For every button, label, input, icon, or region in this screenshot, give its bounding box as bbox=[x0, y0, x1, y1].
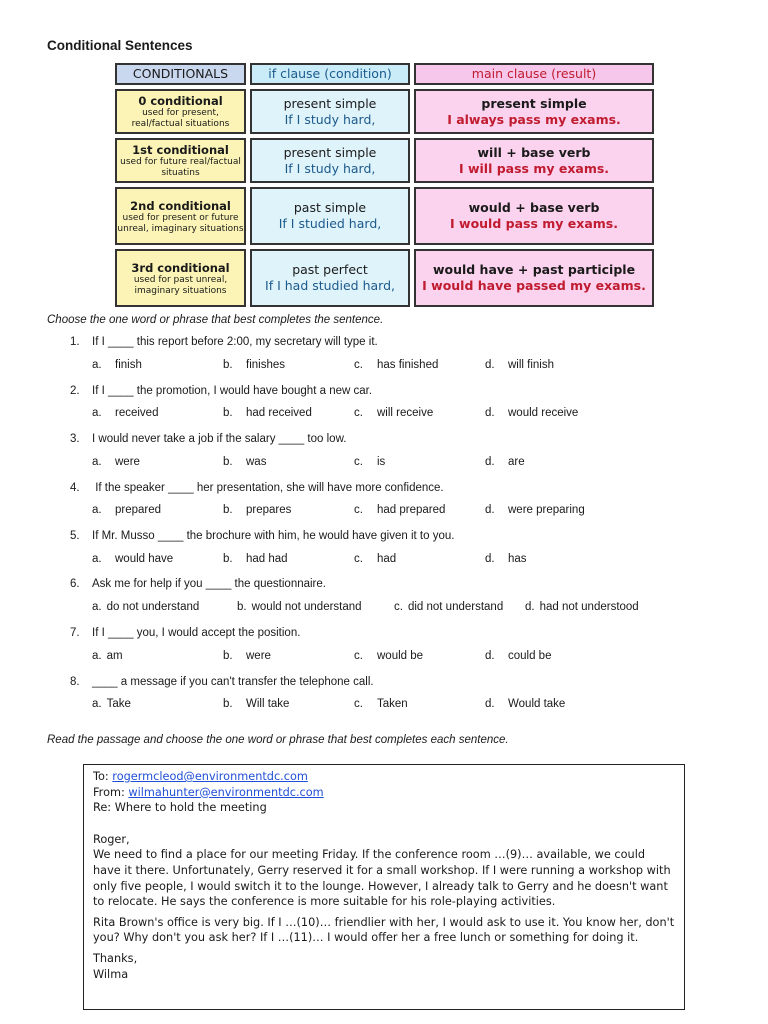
if-example: If I studied hard, bbox=[278, 216, 382, 231]
email-to-line: To: rogermcleod@environmentdc.com bbox=[93, 770, 308, 783]
question-text: ____ a message if you can't transfer the telephone call. bbox=[92, 676, 374, 688]
third-conditional-cell bbox=[115, 249, 246, 307]
question-number: 2. bbox=[70, 385, 80, 397]
option-a[interactable]: a. would have bbox=[92, 553, 174, 565]
result-example: I will pass my exams. bbox=[458, 160, 610, 176]
option-c[interactable]: c. did not understand bbox=[394, 601, 504, 613]
question-number: 8. bbox=[70, 676, 80, 688]
conditional-use: used for present, real/factual situations bbox=[131, 108, 230, 129]
conditionals-table bbox=[113, 61, 656, 311]
second-conditional-if-cell bbox=[250, 187, 410, 245]
option-d[interactable]: d. Would take bbox=[485, 698, 566, 710]
conditional-name: 2nd conditional bbox=[130, 198, 231, 213]
conditional-use: used for past unreal, imaginary situations bbox=[133, 274, 228, 296]
option-a[interactable]: a. received bbox=[92, 407, 159, 419]
conditional-name: 3rd conditional bbox=[131, 260, 230, 275]
option-c[interactable]: c. has finished bbox=[354, 359, 439, 371]
if-tense: past perfect bbox=[292, 262, 368, 277]
option-c[interactable]: c. had prepared bbox=[354, 504, 446, 516]
result-form: would have + past participle bbox=[432, 262, 636, 277]
email-paragraph-2: Rita Brown's office is very big. If I …(10)… friendlier with her, I would ask to use it. You know her, don't you? Why don't you ask her? If I …(11)… I would offer her a free lunch or something for doing it. bbox=[93, 915, 675, 945]
header-conditionals: CONDITIONALS bbox=[115, 63, 246, 85]
instruction-choose: Choose the one word or phrase that best completes the sentence. bbox=[47, 314, 384, 326]
conditional-use: used for present or future unreal, imaginary situations bbox=[117, 212, 244, 234]
conditional-name: 1st conditional bbox=[132, 143, 229, 157]
option-c[interactable]: c. will receive bbox=[354, 407, 434, 419]
first-conditional-if-cell bbox=[250, 138, 410, 183]
header-if-clause: if clause (condition) bbox=[250, 63, 410, 85]
zero-conditional-if-cell bbox=[250, 89, 410, 134]
instruction-passage: Read the passage and choose the one word or phrase that best completes each sentence. bbox=[47, 734, 509, 746]
question-text: Ask me for help if you ____ the questionnaire. bbox=[92, 578, 326, 590]
option-d[interactable]: d. had not understood bbox=[525, 601, 639, 613]
conditional-use: used for future real/factual situatins bbox=[120, 157, 241, 178]
email-greeting: Roger, bbox=[93, 832, 130, 846]
option-d[interactable]: d. could be bbox=[485, 650, 552, 662]
question-text: If I ____ the promotion, I would have bought a new car. bbox=[92, 385, 373, 397]
question-text: If I ____ this report before 2:00, my secretary will type it. bbox=[92, 336, 378, 348]
if-tense: present simple bbox=[283, 95, 377, 111]
third-conditional-if-cell bbox=[250, 249, 410, 307]
conditional-name: 0 conditional bbox=[138, 94, 223, 108]
option-a[interactable]: a. finish bbox=[92, 359, 142, 371]
result-example: I always pass my exams. bbox=[447, 111, 621, 127]
option-b[interactable]: b. prepares bbox=[223, 504, 292, 516]
question-text: I would never take a job if the salary ____ too low. bbox=[92, 433, 347, 445]
option-d[interactable]: d. were preparing bbox=[485, 504, 585, 516]
question bbox=[70, 676, 374, 688]
question bbox=[70, 433, 346, 445]
if-tense: present simple bbox=[283, 144, 377, 160]
if-tense: past simple bbox=[293, 200, 367, 215]
option-c[interactable]: c. had bbox=[354, 553, 397, 565]
email-from-line: From: wilmahunter@environmentdc.com bbox=[93, 785, 324, 799]
question-number: 7. bbox=[70, 627, 80, 639]
question-number: 5. bbox=[70, 530, 80, 542]
option-d[interactable]: d. will finish bbox=[485, 359, 555, 371]
question-number: 1. bbox=[70, 336, 80, 348]
option-a[interactable]: a. do not understand bbox=[92, 601, 200, 613]
option-d[interactable]: d. has bbox=[485, 553, 527, 565]
option-b[interactable]: b. would not understand bbox=[237, 601, 362, 613]
question-number: 6. bbox=[70, 578, 80, 590]
email-passage bbox=[83, 764, 685, 1010]
question bbox=[70, 530, 454, 542]
question-number: 4. bbox=[70, 482, 80, 494]
email-paragraph-1: We need to find a place for our meeting Friday. If the conference room …(9)… available, we could have it there. Unfortunately, Gerry reserved it for a small workshop. If I were running a workshop with only five people, I would switch it to the lounge. However, I already talk to Gerry and he doesn't want to relocate. He says the conference is more suitable for his role-playing activities. bbox=[93, 848, 671, 909]
email-closing: Thanks, bbox=[93, 951, 138, 965]
question bbox=[70, 336, 378, 348]
result-example: I would pass my exams. bbox=[450, 216, 618, 231]
option-a[interactable]: a. am bbox=[92, 650, 123, 662]
if-example: If I had studied hard, bbox=[265, 278, 395, 293]
email-from-link[interactable]: wilmahunter@environmentdc.com bbox=[128, 785, 324, 799]
option-c[interactable]: c. is bbox=[354, 456, 386, 468]
option-a[interactable]: a. Take bbox=[92, 698, 131, 710]
option-c[interactable]: c. Taken bbox=[354, 698, 408, 710]
question bbox=[70, 385, 372, 397]
option-d[interactable]: d. would receive bbox=[485, 407, 579, 419]
third-conditional-result-cell bbox=[414, 249, 654, 307]
second-conditional-result-cell bbox=[414, 187, 654, 245]
option-b[interactable]: b. were bbox=[223, 650, 271, 662]
option-b[interactable]: b. had had bbox=[223, 553, 288, 565]
result-form: present simple bbox=[481, 95, 587, 111]
question-text: If the speaker ____ her presentation, she will have more confidence. bbox=[92, 482, 444, 494]
question bbox=[70, 482, 444, 494]
option-b[interactable]: b. had received bbox=[223, 407, 312, 419]
option-c[interactable]: c. would be bbox=[354, 650, 424, 662]
email-to-link[interactable]: rogermcleod@environmentdc.com bbox=[112, 770, 308, 783]
result-form: would + base verb bbox=[468, 200, 600, 215]
question-number: 3. bbox=[70, 433, 80, 445]
option-a[interactable]: a. prepared bbox=[92, 504, 162, 516]
question-text: If I ____ you, I would accept the position. bbox=[92, 627, 301, 639]
result-form: will + base verb bbox=[477, 144, 591, 160]
option-b[interactable]: b. finishes bbox=[223, 359, 285, 371]
option-d[interactable]: d. are bbox=[485, 456, 525, 468]
option-a[interactable]: a. were bbox=[92, 456, 140, 468]
zero-conditional-cell bbox=[115, 89, 246, 134]
result-example: I would have passed my exams. bbox=[422, 278, 646, 293]
option-b[interactable]: b. Will take bbox=[223, 698, 290, 710]
question bbox=[70, 578, 326, 590]
zero-conditional-result-cell bbox=[414, 89, 654, 134]
header-main-clause: main clause (result) bbox=[414, 63, 654, 85]
email-signature: Wilma bbox=[93, 967, 129, 981]
email-subject: Re: Where to hold the meeting bbox=[93, 801, 267, 815]
question-text: If Mr. Musso ____ the brochure with him, he would have given it to you. bbox=[92, 530, 455, 542]
if-example: If I study hard, bbox=[284, 160, 376, 176]
option-b[interactable]: b. was bbox=[223, 456, 267, 468]
second-conditional-cell bbox=[115, 187, 246, 245]
first-conditional-result-cell bbox=[414, 138, 654, 183]
question bbox=[70, 627, 300, 639]
page-title: Conditional Sentences bbox=[47, 38, 193, 53]
first-conditional-cell bbox=[115, 138, 246, 183]
if-example: If I study hard, bbox=[284, 111, 376, 127]
